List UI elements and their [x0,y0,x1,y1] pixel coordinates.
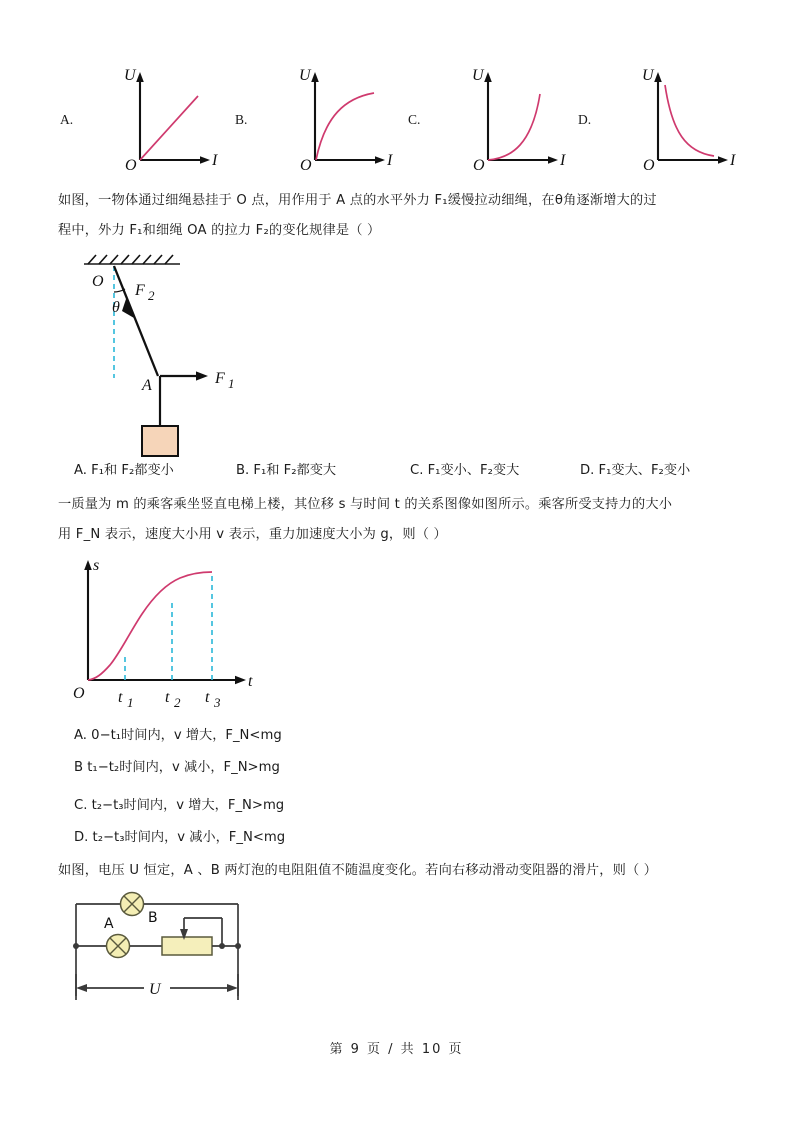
svg-text:I: I [212,152,218,169]
question-43 [58,186,750,246]
svg-text:U: U [124,67,136,84]
svg-text:O: O [125,157,137,174]
q43-option-d[interactable]: D. F₁变大、F₂变小 [580,463,691,478]
q43-option-b[interactable]: B. F₁和 F₂都变大 [236,463,337,478]
graph-c [440,60,570,172]
svg-text:t: t [248,673,253,690]
choice-letter-b: B. [235,112,248,127]
svg-text:U: U [299,67,311,84]
svg-text:O: O [643,157,655,174]
svg-text:t: t [165,689,170,706]
q43-option-a[interactable]: A. F₁和 F₂都变小 [74,463,174,478]
question-43-options [58,459,750,481]
svg-text:I: I [560,152,566,169]
svg-text:2: 2 [148,288,155,303]
choice-letter-d: D. [578,112,592,127]
svg-text:A: A [104,916,114,932]
svg-text:F: F [135,282,145,299]
question-44-stem-line2: 用 F_N 表示，速度大小用 v 表示，重力加速度大小为 g，则（ ） [58,527,447,542]
svg-text:O: O [473,157,485,174]
question-45 [58,856,750,886]
question-44 [58,490,750,550]
svg-text:s: s [93,557,100,574]
page-footer: 第 9 页 / 共 10 页 [329,1042,464,1057]
svg-text:F: F [215,370,225,387]
q44-option-b[interactable]: B t₁−t₂时间内，v 减小，F_N>mg [74,760,280,775]
question-44-options [74,720,494,854]
svg-text:3: 3 [214,695,221,710]
svg-text:I: I [730,152,736,169]
figure-circuit [62,888,294,1013]
svg-text:t: t [118,689,123,706]
choice-letter-a: A. [60,112,74,127]
choice-option-b[interactable] [235,60,407,172]
question-45-stem-line1: 如图，电压 U 恒定，A 、B 两灯泡的电阻阻值不随温度变化。若向右移动滑动变阻器的滑片，则（ ） [58,863,658,878]
svg-text:1: 1 [228,376,235,391]
question-43-stem-line2: 程中，外力 F₁和细绳 OA 的拉力 F₂的变化规律是（ ） [58,223,381,238]
svg-text:A: A [142,377,152,394]
svg-text:1: 1 [127,695,134,710]
svg-text:U: U [472,67,484,84]
svg-text:O: O [73,685,85,702]
choice-letter-c: C. [408,112,421,127]
svg-text:U: U [149,981,161,998]
graph-a [92,60,222,172]
graph-b [267,60,397,172]
choice-option-d[interactable] [578,60,750,172]
svg-text:I: I [387,152,393,169]
graph-d [610,60,740,172]
q43-option-c[interactable]: C. F₁变小、F₂变大 [410,463,520,478]
figure-hanging-object [72,248,302,460]
choice-option-c[interactable] [408,60,580,172]
svg-text:B: B [148,910,158,926]
q44-option-c[interactable]: C. t₂−t₃时间内，v 增大，F_N>mg [74,798,285,813]
svg-text:2: 2 [174,695,181,710]
svg-text:t: t [205,689,210,706]
svg-text:U: U [642,67,654,84]
svg-text:O: O [92,273,104,290]
q44-option-a[interactable]: A. 0−t₁时间内，v 增大，F_N<mg [74,728,282,743]
question-44-stem-line1: 一质量为 m 的乘客乘坐竖直电梯上楼，其位移 s 与时间 t 的关系图像如图所示。乘客所受支持力的大小 [58,497,673,512]
svg-text:θ: θ [112,299,120,316]
choice-option-a[interactable] [60,60,232,172]
q44-option-d[interactable]: D. t₂−t₃时间内，v 减小，F_N<mg [74,830,286,845]
choice-graph-strip [60,60,750,172]
question-43-stem-line1: 如图，一物体通过细绳悬挂于 O 点，用作用于 A 点的水平外力 F₁缓慢拉动细绳，在θ角逐渐增大的过 [58,193,657,208]
figure-displacement-time [62,552,272,714]
svg-text:O: O [300,157,312,174]
